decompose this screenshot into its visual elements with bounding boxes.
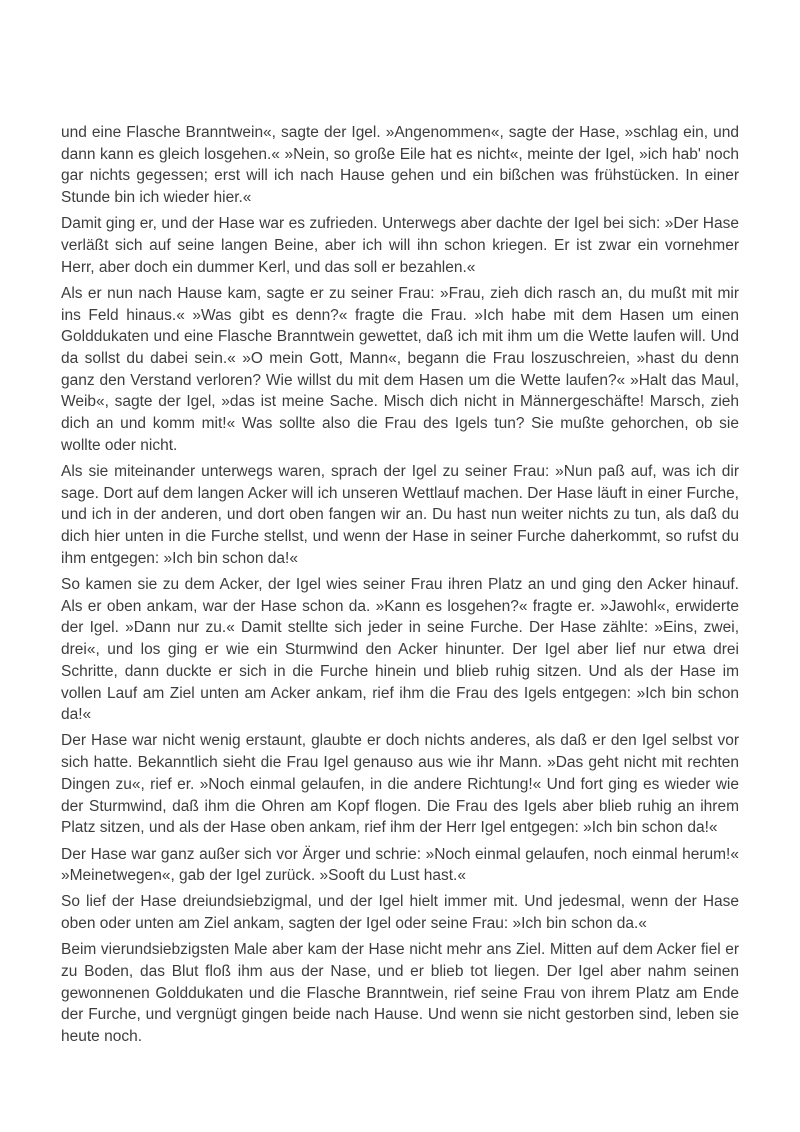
story-paragraph: Der Hase war nicht wenig erstaunt, glaubte er doch nichts anderes, als daß er den Igel selbst vor sich hatte. Bekanntlich sieht die Frau Igel genauso aus wie ihr Mann. »Das geht nicht mit rechten Dingen zu«, rief er. »Noch einmal gelaufen, in die andere Richtung!« Und fort ging es wieder wie der Sturmwind, daß ihm die Ohren am Kopf flogen. Die Frau des Igels aber blieb ruhig an ihrem Platz sitzen, und als der Hase oben ankam, rief ihm der Herr Igel entgegen: »Ich bin schon da!« <box>61 732 739 837</box>
story-paragraph: Als er nun nach Hause kam, sagte er zu seiner Frau: »Frau, zieh dich rasch an, du mußt mit mir ins Feld hinaus.« »Was gibt es denn?« fragte die Frau. »Ich habe mit dem Hasen um einen Golddukaten und eine Flasche Branntwein gewettet, daß ich mit ihm um die Wette laufen will. Und da sollst du dabei sein.« »O mein Gott, Mann«, begann die Frau loszuschreien, »hast du denn ganz den Verstand verloren? Wie willst du mit dem Hasen um die Wette laufen?« »Halt das Maul, Weib«, sagte der Igel, »das ist meine Sache. Misch dich nicht in Männergeschäfte! Marsch, zieh dich an und komm mit!« Was sollte also die Frau des Igels tun? Sie mußte gehorchen, ob sie wollte oder nicht. <box>61 284 739 454</box>
story-paragraph: und eine Flasche Branntwein«, sagte der Igel. »Angenommen«, sagte der Hase, »schlag ein, und dann kann es gleich losgehen.« »Nein, so große Eile hat es nicht«, meinte der Igel, »ich hab' noch gar nichts gegessen; erst will ich nach Hause gehen und ein bißchen was frühstücken. In einer Stunde bin ich wieder hier.« <box>61 124 739 207</box>
story-paragraph: Als sie miteinander unterwegs waren, sprach der Igel zu seiner Frau: »Nun paß auf, was ich dir sage. Dort auf dem langen Acker will ich unseren Wettlauf machen. Der Hase läuft in einer Furche, und ich in der anderen, und dort oben fangen wir an. Du hast nun weiter nichts zu tun, als daß du dich hier unten in die Furche stellst, und wenn der Hase in seiner Furche daherkommt, so rufst du ihm entgegen: »Ich bin schon da!« <box>61 463 739 567</box>
story-paragraph: Damit ging er, und der Hase war es zufrieden. Unterwegs aber dachte der Igel bei sich: »Der Hase verläßt sich auf seine langen Beine, aber ich will ihn schon kriegen. Er ist zwar ein vornehmer Herr, aber doch ein dummer Kerl, und das soll er bezahlen.« <box>61 215 739 276</box>
story-paragraph: Beim vierundsiebzigsten Male aber kam der Hase nicht mehr ans Ziel. Mitten auf dem Acker fiel er zu Boden, das Blut floß ihm aus der Nase, und er blieb tot liegen. Der Igel aber nahm seinen gewonnenen Golddukaten und die Flasche Branntwein, rief seine Frau von ihrem Platz am Ende der Furche, und vergnügt gingen beide nach Hause. Und wenn sie nicht gestorben sind, leben sie heute noch. <box>61 941 739 1046</box>
story-paragraph: Der Hase war ganz außer sich vor Ärger und schrie: »Noch einmal gelaufen, noch einmal herum!« »Meinetwegen«, gab der Igel zurück. »Sooft du Lust hast.« <box>61 845 739 885</box>
story-text <box>61 122 739 1048</box>
story-paragraph: So kamen sie zu dem Acker, der Igel wies seiner Frau ihren Platz an und ging den Acker hinauf. Als er oben ankam, war der Hase schon da. »Kann es losgehen?« fragte er. »Jawohl«, erwiderte der Igel. »Dann nur zu.« Damit stellte sich jeder in seine Furche. Der Hase zählte: »Eins, zwei, drei«, und los ging er wie ein Sturmwind den Acker hinunter. Der Igel aber lief nur etwa drei Schritte, dann duckte er sich in die Furche hinein und blieb ruhig sitzen. Und als der Hase im vollen Lauf am Ziel unten am Acker ankam, rief ihm die Frau des Igels entgegen: »Ich bin schon da!« <box>61 576 739 724</box>
story-paragraph: So lief der Hase dreiundsiebzigmal, und der Igel hielt immer mit. Und jedesmal, wenn der Hase oben oder unten am Ziel ankam, sagten der Igel oder seine Frau: »Ich bin schon da.« <box>61 893 739 933</box>
